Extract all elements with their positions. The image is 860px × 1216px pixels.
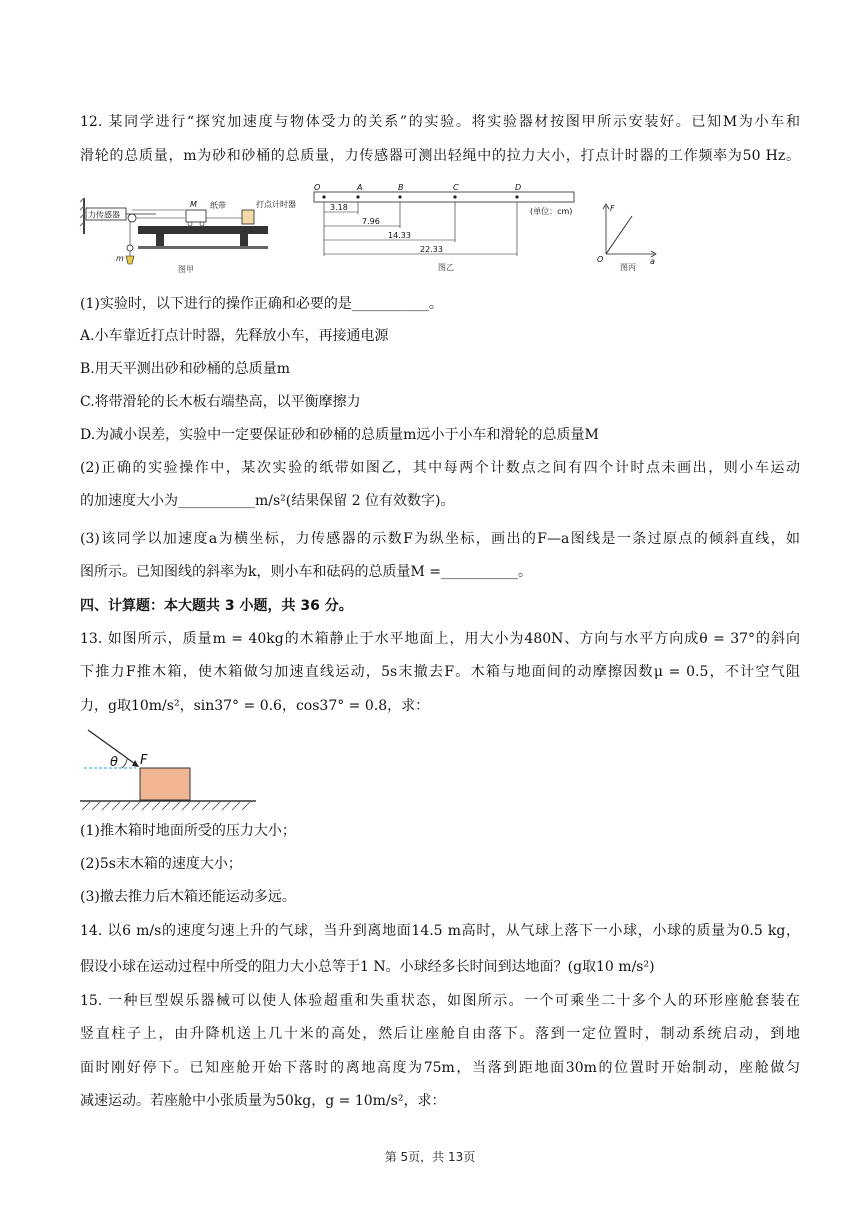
theta-label: θ: [110, 755, 118, 770]
sensor-label: 力传感器: [88, 210, 120, 220]
q12-sub-3a: (3)该同学以加速度a为横坐标，力传感器的示数F为纵坐标，画出的F—a图线是一条过原点的倾斜直线，如: [80, 531, 800, 547]
point-O-label: O: [314, 183, 321, 192]
F-label: F: [140, 753, 148, 768]
q14-line-1: 14. 以6 m/s的速度匀速上升的气球，当升到离地面14.5 m高时，从气球上落下一小球，小球的质量为0.5 kg，: [80, 923, 800, 939]
board: [138, 226, 268, 234]
distance-OC: 14.33: [388, 231, 411, 240]
figure-jia: [80, 188, 296, 278]
tape-label: 纸带: [210, 201, 226, 210]
caption-yi: 图乙: [438, 263, 454, 272]
q12-option-c: C.将带滑轮的长木板右端垫高，以平衡摩擦力: [80, 394, 361, 410]
timer-label: 打点计时器: [256, 200, 296, 209]
unit-label: (单位：cm): [530, 207, 573, 216]
caption-bing: 图丙: [620, 263, 636, 272]
page-footer: 第 5页，共 13页: [384, 1150, 476, 1164]
point-D-label: D: [515, 183, 522, 192]
q15-line-2: 竖直柱子上，由升降机送上几十米的高处，然后让座舱自由落下。落到一定位置时，制动系统启动，到地: [80, 1026, 800, 1042]
section-heading: 四、计算题：本大题共 3 小题，共 36 分。: [80, 598, 353, 614]
q12-option-b: B.用天平测出砂和砂桶的总质量m: [80, 361, 291, 377]
q12-line-1: 12. 某同学进行“探究加速度与物体受力的关系”的实验。将实验器材按图甲所示安装好。已知M为小车和: [80, 114, 800, 130]
q15-line-4: 减速运动。若座舱中小张质量为50kg，g = 10m/s²，求：: [80, 1093, 446, 1109]
q14-line-2: 假设小球在运动过程中所受的阻力大小总等于1 N。小球经多长时间到达地面？(g取10 m/s²): [80, 959, 655, 975]
sand-bucket: [126, 256, 134, 264]
q12-sub-1: (1)实验时，以下进行的操作正确和必要的是___________。: [80, 296, 443, 312]
point-A-label: A: [357, 183, 363, 192]
q13-line-1: 13. 如图所示，质量m = 40kg的木箱静止于水平地面上，用大小为480N、方向与水平方向成θ = 37°的斜向: [80, 631, 800, 647]
paper-tape: [314, 192, 574, 202]
a-axis-label: a: [650, 257, 655, 266]
point-C-label: C: [453, 183, 459, 192]
q13-sub-2: (2)5s末木箱的速度大小；: [80, 856, 242, 872]
q13-line-2: 下推力F推木箱，使木箱做匀加速直线运动，5s末撤去F。木箱与地面间的动摩擦因数μ = 0.5，不计空气阻: [80, 664, 800, 680]
F-a-line: [606, 216, 632, 254]
m-label: m: [116, 254, 124, 263]
q13-sub-1: (1)推木箱时地面所受的压力大小；: [80, 823, 296, 839]
wooden-box: [140, 768, 190, 800]
q13-sub-3: (3)撤去推力后木箱还能运动多远。: [80, 889, 296, 905]
distance-OD: 22.33: [420, 245, 443, 254]
q12-sub-2a: (2)正确的实验操作中，某次实验的纸带如图乙，其中每两个计数点之间有四个计时点未画出，则小车运动: [80, 460, 800, 476]
M-label: M: [190, 200, 197, 209]
q12-option-d: D.为减小误差，实验中一定要保证砂和砂桶的总质量m远小于小车和滑轮的总质量M: [80, 427, 599, 443]
F-axis-label: F: [610, 204, 615, 213]
q12-sub-3b: 图所示。已知图线的斜率为k，则小车和砝码的总质量M =___________。: [80, 564, 532, 580]
q13-line-3: 力，g取10m/s²，sin37° = 0.6，cos37° = 0.8，求：: [80, 698, 430, 714]
distance-OB: 7.96: [362, 217, 380, 226]
figure-yi: [310, 184, 580, 276]
q12-sub-2b: 的加速度大小为___________m/s²(结果保留 2 位有效数字)。: [80, 493, 455, 509]
caption-jia: 图甲: [178, 265, 194, 274]
origin-label: O: [597, 255, 604, 264]
figure-bing: [592, 202, 662, 274]
cart: [186, 210, 206, 222]
point-B-label: B: [398, 183, 404, 192]
q12-line-2: 滑轮的总质量，m为砂和砂桶的总质量，力传感器可测出轻绳中的拉力大小，打点计时器的工作频率为50 Hz。: [80, 148, 800, 164]
timer: [242, 210, 254, 224]
q12-option-a: A.小车靠近打点计时器，先释放小车，再接通电源: [80, 328, 389, 344]
q15-line-3: 面时刚好停下。已知座舱开始下落时的离地高度为75m，当落到距地面30m的位置时开始制动，座舱做匀: [80, 1060, 800, 1076]
distance-OA: 3.18: [330, 203, 348, 212]
q15-line-1: 15. 一种巨型娱乐器械可以使人体验超重和失重状态，如图所示。一个可乘坐二十多个人的环形座舱套装在: [80, 993, 800, 1009]
figure-q13: [80, 726, 260, 812]
